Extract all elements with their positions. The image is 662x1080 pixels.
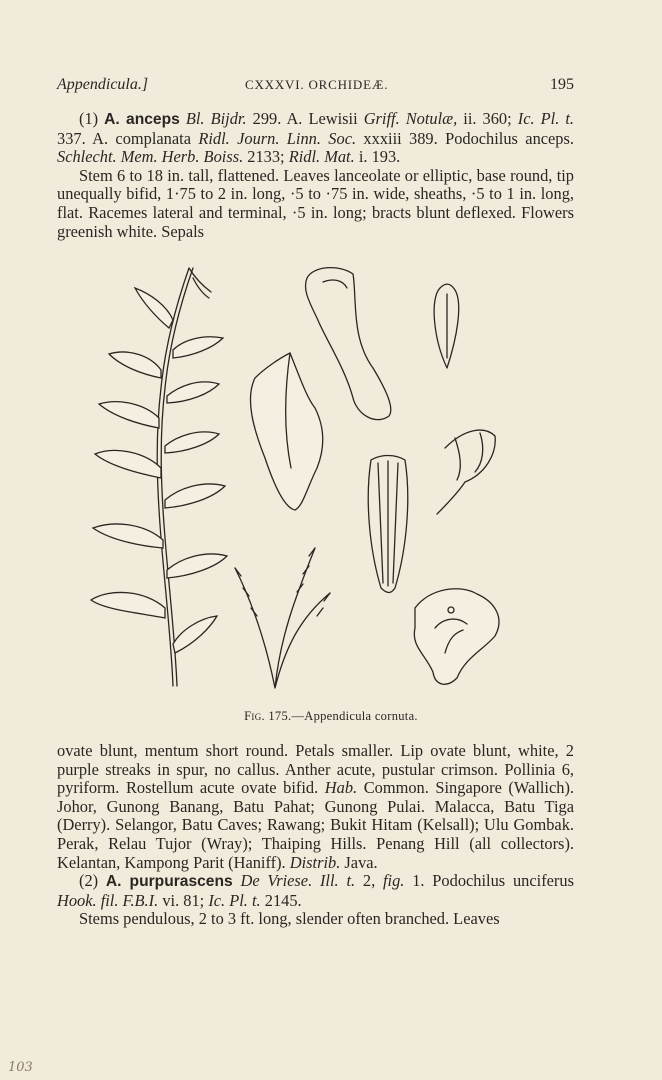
botanical-illustration (85, 258, 555, 698)
figure-label: Fig. 175. (244, 709, 292, 723)
handwritten-margin-note: 103 (8, 1060, 33, 1075)
species-1-name: A. anceps (104, 111, 180, 128)
species-1-description: Stem 6 to 18 in. tall, flattened. Leaves lanceolate or elliptic, base round, tip unequally bifid, 1·75 to 2 in. long, ·5 to ·75 in. wide, sheaths, ·5 to 1 in. long, flat. Racemes lateral and terminal, ·5 in. long; bracts blunt deflexed. Flowers greenish white. Sepals (57, 165, 574, 241)
species-2-citation: (2) A. purpurascens De Vriese. Ill. t. 2, fig. 1. Podochilus unciferus Hook. fil. F.B.I. vi. 81; Ic. Pl. t. 2145. (57, 871, 574, 910)
running-header (57, 76, 574, 100)
species-2-description: Stems pendulous, 2 to 3 ft. long, slender often branched. Leaves (79, 909, 500, 929)
species-1-entry (57, 110, 574, 241)
header-family: CXXXVI. ORCHIDEÆ. (245, 77, 389, 92)
species-1-continuation (57, 742, 574, 929)
illustration-drawing (85, 258, 555, 698)
page-number: 195 (550, 76, 574, 93)
species-1-habitat: ovate blunt, mentum short round. Petals smaller. Lip ovate blunt, white, 2 purple streaks in spur, no callus. Anther acute, pustular crimson. Pollinia 6, pyriform. Rostellum acute ovate bifid. Hab. Common. Singapore (Wallich). Johor, Gunong Banang, Batu Pahat; Gunong Pulai. Malacca, Batu Tiga (Derry). Selangor, Batu Caves; Rawang; Bukit Hitam (Kelsall); Ulu Gombak. Perak, Relau Tujor (Wray); Thaiping Hills. Penang Hill (all collectors). Kelantan, Kampong Parit (Haniff). Distrib. Java. (57, 741, 575, 872)
header-genus: Appendicula.] (57, 76, 149, 93)
species-1-citation: (1) A. anceps Bl. Bijdr. 299. A. Lewisii Griff. Notulæ, ii. 360; Ic. Pl. t. 337. A. complanata Ridl. Journ. Linn. Soc. xxxiii 389. Podochilus anceps. Schlecht. Mem. Herb. Boiss. 2133; Ridl. Mat. i. 193. (57, 109, 574, 167)
figure-title: —Appendicula cornuta. (291, 709, 418, 723)
species-2-name: A. purpurascens (105, 873, 233, 891)
figure-caption (0, 709, 662, 724)
